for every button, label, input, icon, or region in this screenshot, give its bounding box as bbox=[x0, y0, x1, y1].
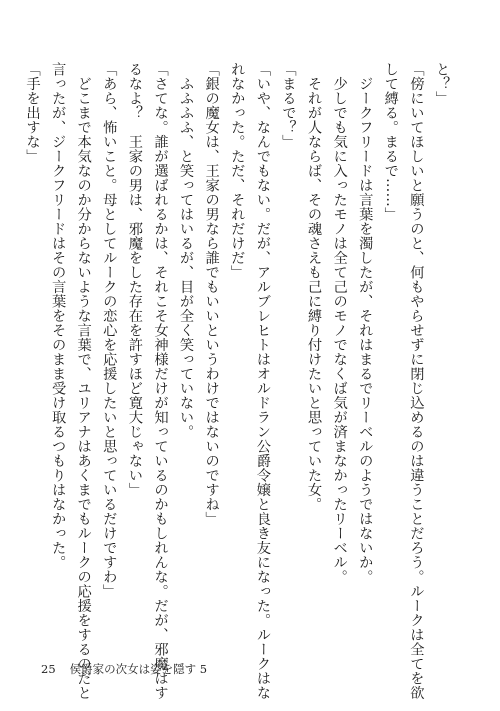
text-line: 言ったが、ジークフリードはその言葉をそのまま受け取るつもりはなかった。 bbox=[50, 62, 67, 570]
text-line: それが人ならば、その魂さえも己に縛り付けたいと思っていた女。 bbox=[306, 62, 323, 512]
page-footer bbox=[41, 661, 207, 677]
text-line: るなよ？ 王家の男は、邪魔をした存在を許すほど寛大じゃない」 bbox=[126, 62, 143, 497]
text-line: 「いや、なんでもない。だが、アルブレヒトはオルドラン公爵令嬢と良き友になった。ルークはな bbox=[254, 62, 271, 700]
text-line: して縛る。まるで……」 bbox=[382, 62, 399, 222]
text-line: 「手を出すな」 bbox=[24, 62, 41, 164]
text-line: ジークフリードは言葉を濁したが、それはまるでリーベルのようではないか。 bbox=[357, 62, 374, 584]
text-line: 「あら、怖いこと。母としてルークの恋心を応援したいと思っているだけですわ」 bbox=[101, 62, 118, 599]
text-line: 「さてな。誰が選ばれるかは、それこそ女神様だけが知っているのかもしれんな。だが、邪魔はす bbox=[152, 62, 169, 700]
book-title: 侯爵家の次女は姿を隠す 5 bbox=[69, 662, 208, 676]
text-line: 「傍にいてほしいと願うのと、何もやらせずに閉じ込めるのは違うことだろう。ルークは全てを欲 bbox=[408, 62, 425, 700]
text-line: と？」 bbox=[434, 62, 450, 106]
text-line: ふふふふ、と笑ってはいるが、目が全く笑っていない。 bbox=[178, 62, 195, 439]
text-line: 少しでも気に入ったモノは全て己のモノでなくば気が済まなかったリーベル。 bbox=[331, 62, 348, 584]
text-line: れなかった。ただ、それだけだ」 bbox=[229, 62, 246, 280]
page-number: 25 bbox=[41, 662, 56, 676]
text-line: 「まるで？」 bbox=[280, 62, 297, 149]
text-line: 「銀の魔女は、王家の男なら誰でもいいというわけではないのですね」 bbox=[203, 62, 220, 526]
text-line: どこまで本気なのか分からないような言葉で、ユリアナはあくまでもルークの応援をするのだと bbox=[75, 62, 92, 700]
